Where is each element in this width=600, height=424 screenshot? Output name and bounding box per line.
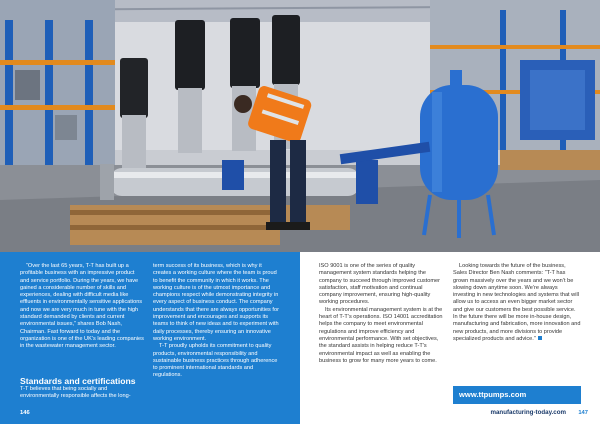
page-number-left: 146 [20, 410, 30, 416]
page-number-right: 147 [578, 410, 588, 416]
column-3 [319, 263, 443, 365]
url-link-box[interactable] [453, 386, 581, 404]
column-4-paragraph-1 [453, 263, 581, 343]
section-title: Standards and certifications [20, 376, 136, 386]
url-link[interactable]: www.ttpumps.com [459, 390, 527, 399]
end-mark-icon [538, 336, 542, 340]
column-2-paragraph-1: term success of its business, which is why it creates a working culture where the team is proud to benefit the community in which it works. The working culture is of the utmost importance and champions respect while demonstrating integrity in every aspect of business conduct. The company understands that there are always opportunities for improvement and encourages and supports its teams to think of new ideas and to experiment with daily processes, thereby ensuring an innovative working environment. [153, 263, 279, 342]
section-body: T-T believes that being socially and environmentally responsible affects the long- [20, 386, 131, 400]
column-3-paragraph-1: ISO 9001 is one of the series of quality management system standards helping the company to succeed through improved customer satisfaction, staff motivation and continual company improvement, ensuring high-quality working procedures. [319, 263, 440, 306]
column-2-paragraph-2: T-T proudly upholds its commitment to quality products, environmental responsibility and sustainable business practices through adherence to prominent international standards and regulations. [153, 343, 278, 379]
column-4-text: Looking towards the future of the business, Sales Director Ben Nash comments: “T-T has grown massively over the years and we won’t be slowing down anytime soon. We’re always investing in new technologies and systems that will allow us to access an even bigger market sector and give our customers the best possible service. In the future there will be more in-house design, manufacturing and fabrication, more innovation and new products, and more divisions to provide specialized products and advice.” [453, 263, 581, 342]
column-1-paragraph: “Over the last 65 years, T-T has built up a profitable business with an impressive product and service portfolio. During the years, we have gained a considerable number of skills and experiences, dealing with difficult media like effluents in environmentally sensitive applications and now we are very much in tune with the high standard demanded by clients and current environmental issues,” shares Bob Nash, Chairman. Fast forward to today and the organization is one of the UK’s leading companies in the wastewater management sector. [20, 263, 144, 350]
column-4 [453, 263, 581, 343]
column-1 [20, 263, 145, 351]
footer-site: manufacturing-today.com [490, 409, 566, 416]
column-2 [153, 263, 280, 380]
column-3-paragraph-2: Its environmental management system is at the heart of T-T’s operations. ISO 14001 accreditation helps the company to meet environmental regulations and improve efficiency and environmental performance. With set objectives, the standard assists in helping reduce T-T’s environmental impact as well as enabling the business to grow for many more years to come. [319, 306, 443, 364]
